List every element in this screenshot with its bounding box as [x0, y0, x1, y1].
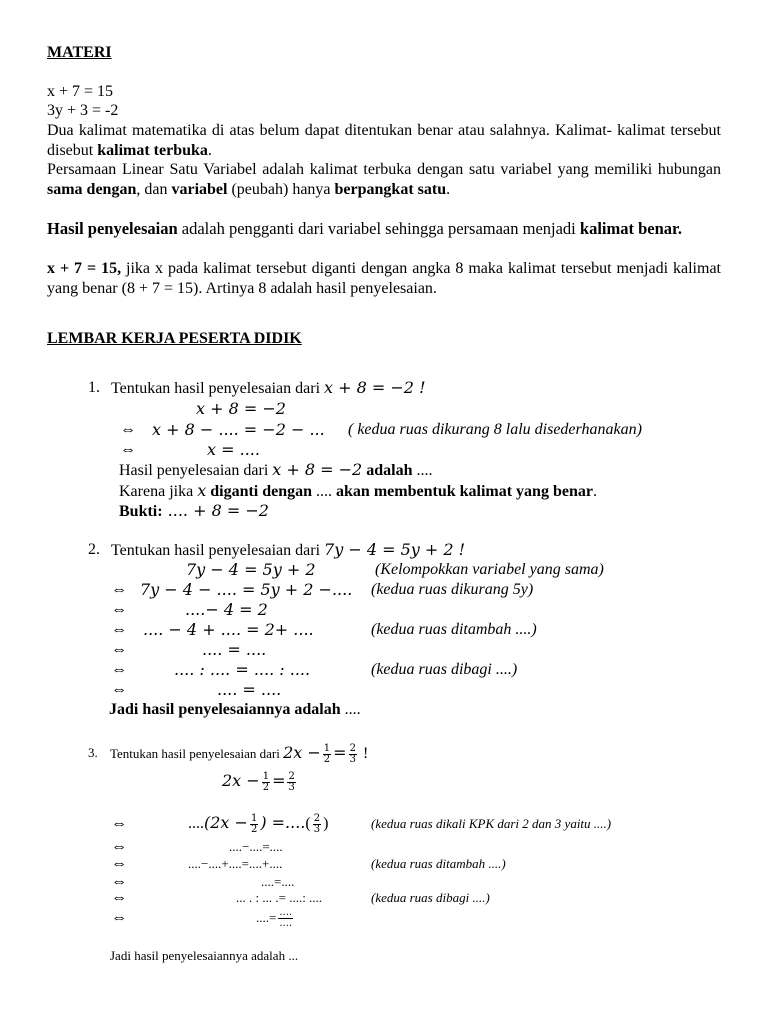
q1-l4-bold: adalah — [362, 462, 413, 479]
q3-l1-eq-a: 2x − — [222, 771, 260, 790]
equivalence-icon: ⇔ — [120, 421, 136, 438]
equivalence-icon: ⇔ — [111, 681, 127, 698]
p2-bold-2: variabel — [171, 180, 228, 198]
q3-l1-fraction-1 — [262, 772, 270, 793]
q3-number: 3. — [88, 745, 98, 760]
q3-conclusion — [110, 946, 298, 966]
p1-end: . — [207, 141, 212, 159]
q3-line-2-note: (kedua ruas dikali KPK dari 2 dan 3 yaitu ....) — [371, 816, 612, 831]
q2-conclusion-text: Jadi hasil penyelesaiannya adalah — [109, 701, 341, 718]
q1-l4-dots: .... — [412, 462, 433, 479]
q3-r1-fraction-1 — [250, 814, 258, 835]
heading-materi: MATERI — [47, 44, 112, 61]
q3-frac-2-num: 2 — [349, 742, 356, 754]
q3-r1-frac-1-num: 1 — [250, 812, 258, 824]
q2-line-1: 7y − 4 = 5y + 2 — [186, 560, 316, 579]
q3-r1-paren-2-open: ( — [305, 815, 311, 832]
p2-bold-3: berpangkat satu — [334, 180, 447, 198]
p1-text: Dua kalimat matematika di atas belum dapat ditentukan benar atau salahnya. Kalimat- kalimat tersebut disebut — [47, 122, 721, 159]
q3-frac-1-num: 1 — [323, 742, 331, 754]
q3-r6-fraction — [278, 908, 293, 929]
q1-question-equation: x + 8 = −2 ! — [324, 378, 426, 397]
q2-line-3: ....− 4 = 2 — [185, 600, 268, 619]
q3-line-6-note: (kedua ruas dibagi ....) — [371, 890, 490, 905]
q3-question — [110, 738, 368, 769]
q2-line-4: .... − 4 + .... = 2+ .... — [143, 620, 314, 639]
q3-r6-den: .... — [279, 917, 293, 929]
p2-end: . — [446, 180, 451, 198]
q2-line-6: .... : .... = .... : .... — [174, 660, 311, 679]
q3-frac-2-den: 3 — [349, 753, 356, 765]
q2-line-6-note: (kedua ruas dibagi ....) — [371, 661, 518, 678]
q1-l5-text: Karena jika — [119, 483, 198, 500]
equivalence-icon: ⇔ — [111, 855, 127, 872]
example-equation-1: x + 7 = 15 — [47, 83, 114, 100]
paragraph-example — [47, 259, 721, 298]
equivalence-icon: ⇔ — [111, 873, 127, 890]
q1-l4-equation: x + 8 = −2 — [272, 460, 363, 479]
q2-line-1-note: (Kelompokkan variabel yang sama) — [375, 561, 604, 578]
q1-l5-var: x — [197, 481, 207, 500]
p3-text: adalah pengganti dari variabel sehingga persamaan menjadi — [177, 219, 580, 238]
q2-line-5: .... = .... — [202, 640, 267, 659]
q1-line-4 — [119, 460, 432, 481]
q3-question-end: ! — [358, 745, 369, 762]
q3-r6-text: ....= — [256, 910, 277, 925]
heading-lkpd: LEMBAR KERJA PESERTA DIDIK — [47, 330, 302, 347]
q3-line-3: ....−....=.... — [229, 839, 283, 854]
q3-r6-num: .... — [279, 906, 293, 918]
q2-question — [111, 540, 465, 561]
equivalence-icon: ⇔ — [111, 815, 127, 832]
paragraph-solution-definition — [47, 219, 721, 239]
q3-question-text: Tentukan hasil penyelesaian dari — [110, 746, 284, 761]
q1-l5-dots: .... — [312, 483, 337, 500]
q3-fraction-2 — [349, 744, 357, 765]
equivalence-icon: ⇔ — [111, 909, 127, 926]
q3-l1-frac-2-den: 3 — [288, 781, 295, 793]
q1-proof-label: Bukti: — [119, 503, 163, 520]
p3-bold-1: Hasil penyelesaian — [47, 219, 178, 238]
q2-line-2-note: (kedua ruas dikurang 5y) — [371, 581, 534, 598]
q1-line-2-note: ( kedua ruas dikurang 8 lalu disederhanakan) — [348, 421, 642, 438]
p2-text-3: (peubah) hanya — [227, 180, 335, 198]
q2-conclusion-dots: .... — [340, 701, 361, 718]
q2-line-2: 7y − 4 − .... = 5y + 2 −.... — [140, 580, 353, 599]
p2-text-2: , dan — [136, 180, 172, 198]
paragraph-plsv-definition — [47, 160, 721, 199]
p2-text: Persamaan Linear Satu Variabel adalah kalimat terbuka dengan satu variabel yang memiliki hubungan — [47, 161, 721, 178]
q3-r1-paren-open: (2x − — [204, 813, 248, 832]
p4-bold: x + 7 = 15, — [47, 260, 122, 277]
example-equation-2: 3y + 3 = -2 — [47, 102, 119, 119]
q1-number: 1. — [88, 379, 100, 396]
equivalence-icon: ⇔ — [111, 889, 127, 906]
q1-proof-equation: .... + 8 = −2 — [162, 501, 269, 520]
q3-question-equals: = — [333, 743, 347, 762]
q1-l5-bold-2: akan membentuk kalimat yang benar — [336, 483, 593, 500]
q3-l1-frac-1-num: 1 — [262, 770, 270, 782]
q3-question-equation-a: 2x − — [283, 743, 321, 762]
q2-conclusion — [109, 700, 361, 720]
q1-l4-text: Hasil penyelesaian dari — [119, 462, 273, 479]
q3-r1-fraction-2 — [313, 814, 321, 835]
p1-bold: kalimat terbuka — [97, 141, 208, 159]
paragraph-open-sentence — [47, 121, 721, 160]
q3-r1-frac-1-den: 2 — [250, 823, 258, 835]
q3-l1-fraction-2 — [287, 772, 295, 793]
q3-l1-frac-2-num: 2 — [288, 770, 295, 782]
q2-line-4-note: (kedua ruas ditambah ....) — [371, 621, 537, 638]
q2-question-text: Tentukan hasil penyelesaian dari — [111, 542, 325, 559]
q1-question-text: Tentukan hasil penyelesaian dari — [111, 380, 325, 397]
q2-question-equation: 7y − 4 = 5y + 2 ! — [324, 540, 466, 559]
q3-line-7 — [256, 903, 295, 933]
p2-bold-1: sama dengan — [47, 180, 137, 198]
q3-r1-frac-2-den: 3 — [313, 823, 321, 835]
equivalence-icon: ⇔ — [120, 441, 136, 458]
q1-line-1: x + 8 = −2 — [196, 399, 286, 418]
q1-question — [111, 378, 426, 399]
equivalence-icon: ⇔ — [111, 621, 127, 638]
q1-line-5 — [119, 481, 597, 502]
q3-frac-1-den: 2 — [323, 753, 331, 765]
q3-r1-frac-2-num: 2 — [313, 812, 321, 824]
q3-fraction-1 — [323, 744, 331, 765]
q2-number: 2. — [88, 541, 100, 558]
equivalence-icon: ⇔ — [111, 601, 127, 618]
q1-l5-end: . — [592, 483, 597, 500]
q3-l1-equals: = — [272, 771, 286, 790]
q1-l5-bold-1: diganti dengan — [206, 483, 313, 500]
p3-bold-2: kalimat benar. — [579, 219, 682, 238]
q3-line-4-note: (kedua ruas ditambah ....) — [371, 856, 506, 871]
q3-line-2 — [188, 806, 328, 841]
equivalence-icon: ⇔ — [111, 838, 127, 855]
q3-line-1 — [222, 766, 298, 797]
q3-r1-paren-2-close: ) — [323, 815, 329, 832]
q3-line-5: ....=.... — [261, 874, 295, 889]
q3-r1-dots: .... — [188, 815, 204, 832]
q3-line-4: ....−....+....=....+.... — [188, 856, 283, 871]
q3-conclusion-dots: ... — [285, 948, 299, 963]
p4-text: jika x pada kalimat tersebut diganti dengan angka 8 maka kalimat tersebut menjadi kalimat yang benar (8 + 7 = 15). Artinya 8 adalah hasil penyelesaian. — [47, 260, 721, 297]
q3-r1-mid: ) =.... — [260, 813, 306, 832]
equivalence-icon: ⇔ — [111, 581, 127, 598]
q1-line-6 — [119, 501, 269, 522]
equivalence-icon: ⇔ — [111, 661, 127, 678]
q1-line-3: x = .... — [207, 440, 260, 459]
equivalence-icon: ⇔ — [111, 641, 127, 658]
q3-conclusion-text: Jadi hasil penyelesaiannya adalah — [110, 948, 286, 963]
q3-l1-frac-1-den: 2 — [262, 781, 270, 793]
q3-line-6: ... . : ... .= ....: .... — [236, 890, 323, 905]
q1-line-2: x + 8 − .... = −2 − ... — [152, 420, 325, 439]
q2-line-7: .... = .... — [217, 680, 282, 699]
